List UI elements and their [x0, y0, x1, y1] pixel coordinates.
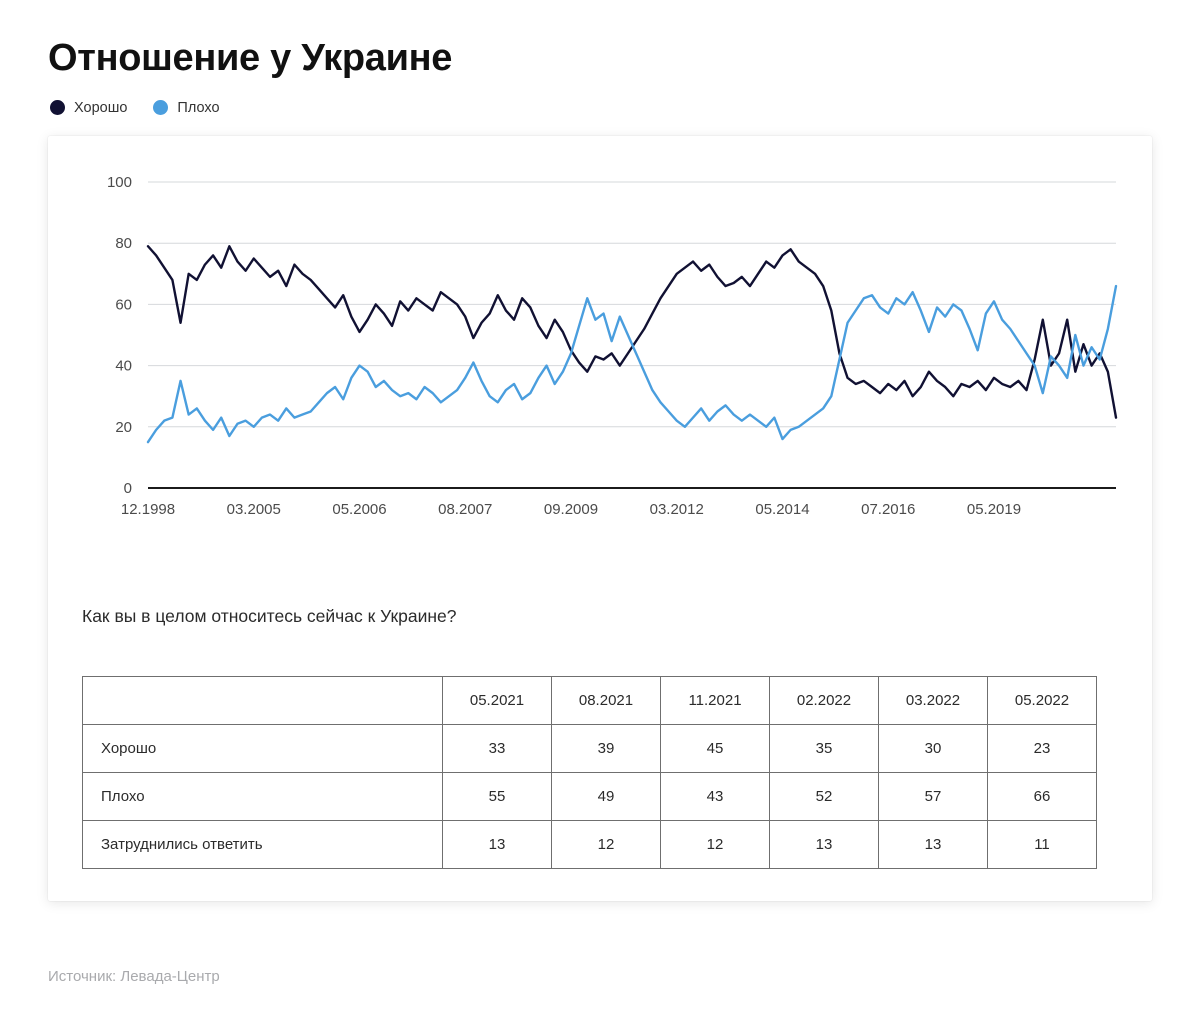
y-tick-label: 40	[115, 357, 132, 375]
x-tick-label: 03.2005	[226, 500, 281, 518]
x-tick-label: 05.2014	[755, 500, 810, 518]
chart-legend	[50, 100, 1152, 116]
x-tick-label: 07.2016	[861, 500, 916, 518]
x-tick-label: 08.2007	[438, 500, 493, 518]
table-cell: 12	[552, 820, 661, 868]
y-tick-label: 100	[106, 173, 132, 191]
table-header-col-3: 11.2021	[661, 676, 770, 724]
table-cell: 43	[661, 772, 770, 820]
y-tick-label: 60	[115, 295, 132, 313]
table-cell: 13	[879, 820, 988, 868]
y-tick-label: 0	[123, 479, 132, 497]
table-cell: 23	[988, 724, 1097, 772]
table-cell: 55	[443, 772, 552, 820]
table-row-label-bad: Плохо	[83, 772, 443, 820]
chart-card	[48, 136, 1152, 901]
table-header-col-4: 02.2022	[770, 676, 879, 724]
legend-item-good	[50, 100, 127, 116]
page-title: Отношение у Украине	[48, 37, 453, 79]
table-header-col-2: 08.2021	[552, 676, 661, 724]
y-tick-label: 80	[115, 234, 132, 252]
table-cell: 66	[988, 772, 1097, 820]
table-header-col-5: 03.2022	[879, 676, 988, 724]
table-cell: 11	[988, 820, 1097, 868]
x-tick-label: 09.2009	[543, 500, 599, 518]
table-row	[83, 724, 1097, 772]
table-header-col-6: 05.2022	[988, 676, 1097, 724]
table-cell: 49	[552, 772, 661, 820]
source-note: Источник: Левада-Центр	[48, 968, 220, 985]
table-row-label-good: Хорошо	[83, 724, 443, 772]
table-cell: 35	[770, 724, 879, 772]
legend-swatch-good	[50, 100, 65, 115]
chart-svg	[48, 136, 1152, 556]
table-cell: 33	[443, 724, 552, 772]
table-cell: 39	[552, 724, 661, 772]
x-tick-label: 05.2019	[966, 500, 1022, 518]
legend-item-bad	[153, 100, 219, 116]
table-header-blank	[83, 676, 443, 724]
table-cell: 13	[770, 820, 879, 868]
line-chart	[48, 136, 1152, 556]
x-tick-label: 03.2012	[649, 500, 704, 518]
x-tick-label: 05.2006	[332, 500, 387, 518]
legend-label-good: Хорошо	[74, 99, 128, 116]
table-cell: 13	[443, 820, 552, 868]
legend-swatch-bad	[153, 100, 168, 115]
legend-label-bad: Плохо	[177, 99, 220, 116]
table-cell: 12	[661, 820, 770, 868]
table-row-label-hard: Затруднились ответить	[83, 820, 443, 868]
table-cell: 57	[879, 772, 988, 820]
question-text: Как вы в целом относитесь сейчас к Украине?	[82, 605, 457, 626]
table-cell: 45	[661, 724, 770, 772]
table-header-col-1: 05.2021	[443, 676, 552, 724]
series-line-bad	[148, 286, 1116, 442]
table-cell: 30	[879, 724, 988, 772]
table-cell: 52	[770, 772, 879, 820]
table-row	[83, 820, 1097, 868]
y-tick-label: 20	[115, 418, 132, 436]
table-row	[83, 772, 1097, 820]
data-table	[82, 676, 1097, 869]
x-tick-label: 12.1998	[120, 500, 176, 518]
table-header-row	[83, 676, 1097, 724]
